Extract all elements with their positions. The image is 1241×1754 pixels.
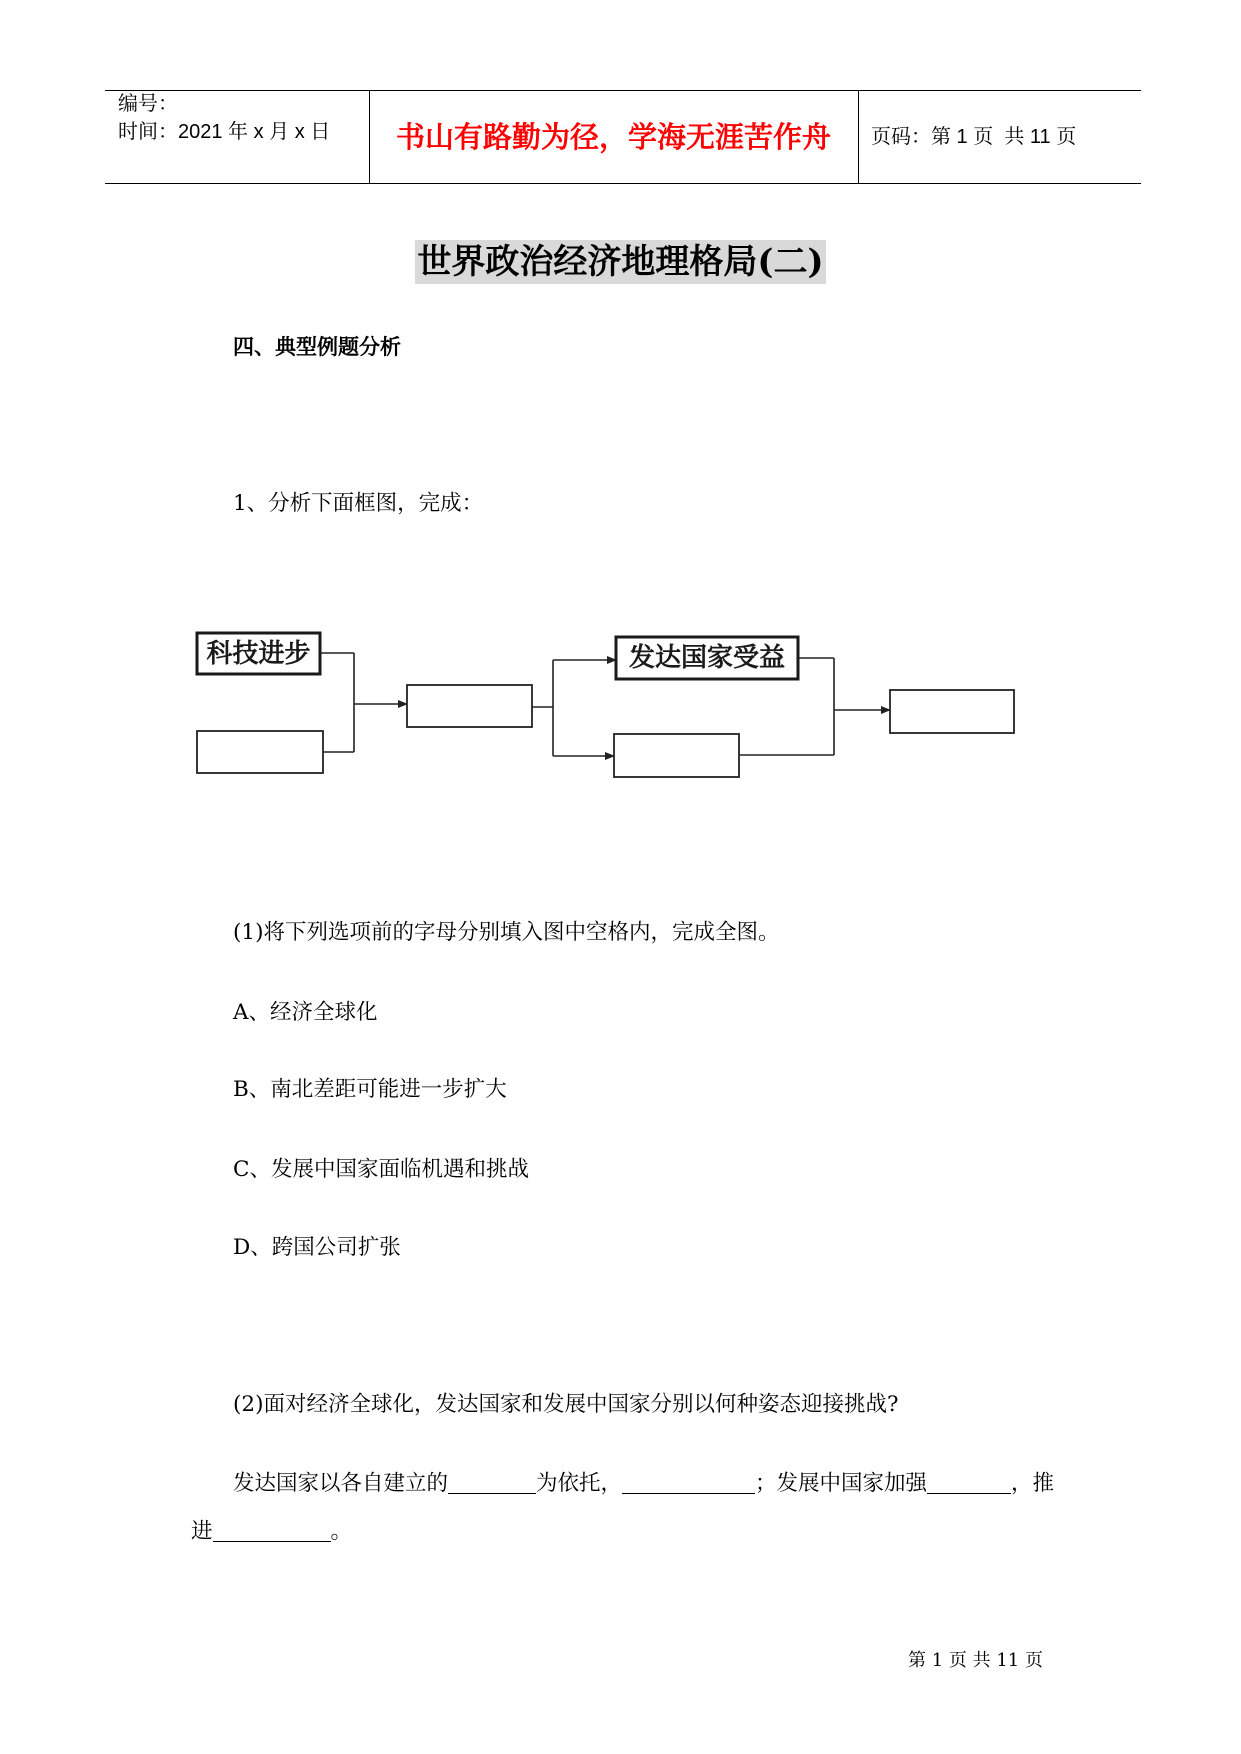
page-title: 世界政治经济地理格局(二): [417, 242, 824, 282]
fill-in-text: 发达国家以各自建立的: [233, 1471, 449, 1496]
option-a: A、经济全球化: [233, 1000, 378, 1025]
box-blank-final: [890, 690, 1014, 733]
serial-number-label: 编号：: [118, 93, 178, 115]
page-footer-number: 第 1 页 共 11 页: [908, 1650, 1043, 1671]
header-divider-right: [858, 90, 859, 183]
header-top-rule: [105, 90, 1141, 91]
option-b: B、南北差距可能进一步扩大: [233, 1077, 507, 1102]
fill-in-text: ，推: [1011, 1471, 1055, 1496]
answer-blank-1: [448, 1493, 536, 1494]
fill-in-text: 。: [330, 1519, 353, 1544]
answer-blank-4: [213, 1541, 331, 1542]
page-info: 页码：第 1 页 共 11 页: [871, 126, 1077, 148]
fill-in-text: ；发展中国家加强: [755, 1471, 928, 1496]
option-d: D、跨国公司扩张: [233, 1235, 401, 1260]
answer-blank-2: [622, 1493, 755, 1494]
date-label: 时间：2021 年 x 月 x 日: [118, 121, 331, 143]
flow-diagram: [180, 620, 1030, 790]
box-tech-progress-label: 科技进步: [206, 639, 311, 669]
header-bottom-rule: [105, 183, 1141, 184]
box-developed-benefit-label: 发达国家受益: [628, 643, 786, 673]
fill-in-line-1: [233, 1471, 1054, 1497]
part2-prompt: (2)面对经济全球化，发达国家和发展中国家分别以何种姿态迎接挑战?: [233, 1392, 899, 1417]
option-c: C、发展中国家面临机遇和挑战: [233, 1157, 529, 1182]
answer-blank-3: [927, 1493, 1011, 1494]
question-intro: 1、分析下面框图，完成：: [233, 491, 484, 516]
box-blank-middle: [407, 685, 532, 727]
fill-in-line-2: [191, 1519, 352, 1545]
title-row: [0, 240, 1241, 284]
box-blank-left: [197, 731, 323, 773]
fill-in-text: 为依托，: [536, 1471, 623, 1496]
motto: 书山有路勤为径，学海无涯苦作舟: [395, 120, 831, 154]
box-blank-lower: [614, 734, 739, 777]
part1-prompt: (1)将下列选项前的字母分别填入图中空格内，完成全图。: [233, 920, 780, 945]
section-heading: 四、典型例题分析: [233, 335, 401, 359]
fill-in-text: 进: [191, 1519, 213, 1544]
